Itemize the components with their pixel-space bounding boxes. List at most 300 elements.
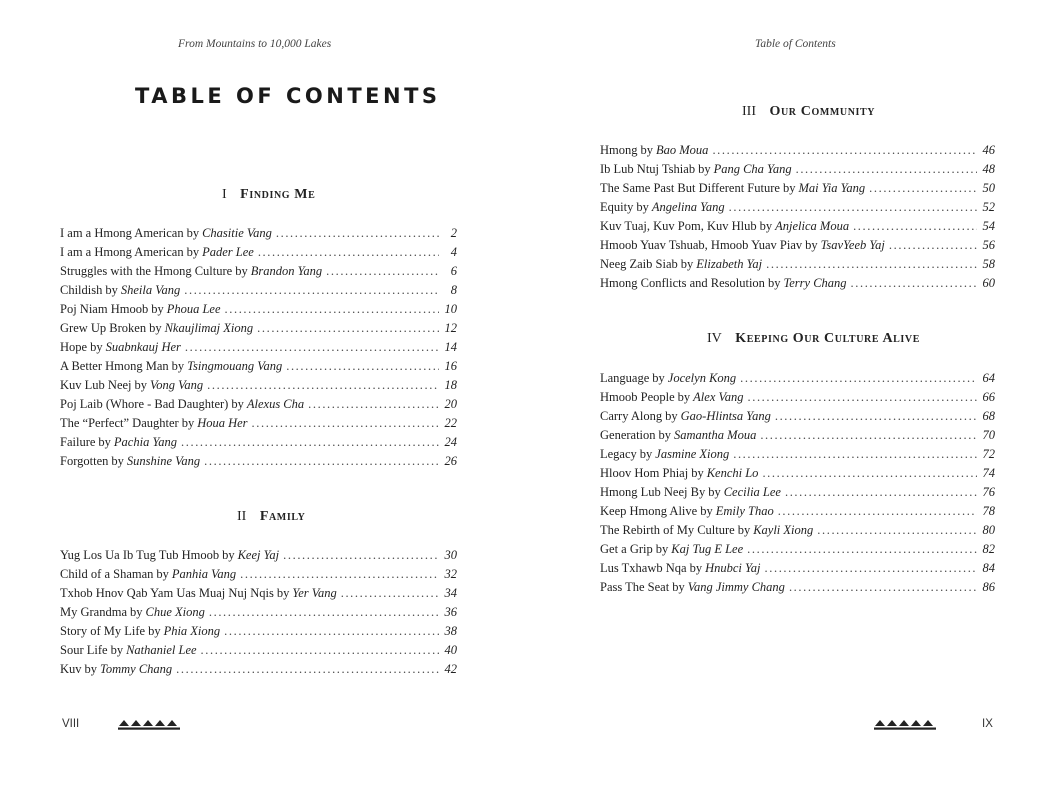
entry-author: Jasmine Xiong [655, 447, 730, 461]
toc-entry [600, 559, 995, 578]
toc-entry [60, 376, 457, 395]
by-word: by [655, 542, 669, 556]
entry-page-number: 6 [450, 264, 457, 278]
entry-title-text: Keep Hmong Alive [600, 504, 698, 518]
toc-entry [60, 565, 457, 584]
toc-entry-title [600, 521, 813, 540]
dot-leader [712, 141, 977, 160]
toc-entry-title [60, 243, 254, 262]
dot-leader [209, 603, 439, 622]
dot-leader [789, 578, 977, 597]
toc-entry-title [600, 540, 743, 559]
entry-title-text: Hmoob People [600, 390, 675, 404]
by-word: by [90, 340, 103, 354]
entry-page-number: 46 [982, 143, 995, 157]
toc-entry [600, 540, 995, 559]
by-word: by [98, 435, 111, 449]
entry-page-number: 78 [982, 504, 995, 518]
entry-page-number: 66 [982, 390, 995, 404]
entry-title-text: Hope [60, 340, 88, 354]
by-word: by [652, 371, 665, 385]
entry-page-number: 36 [444, 605, 457, 619]
toc-entry-title [60, 395, 304, 414]
entry-title-text: Grew Up Broken [60, 321, 147, 335]
section-name: Keeping Our Culture Alive [735, 331, 921, 346]
entry-title-text: The Same Past But Different Future [600, 181, 780, 195]
section-numeral: IV [707, 331, 722, 346]
toc-entry-title [60, 622, 220, 641]
entry-page-number: 80 [982, 523, 995, 537]
entry-author: Alexus Cha [246, 397, 305, 411]
entry-page-number: 68 [982, 409, 995, 423]
entry-author: Phia Xiong [163, 624, 221, 638]
toc-entry-title [600, 198, 725, 217]
entry-title-text: Neeg Zaib Siab [600, 257, 678, 271]
entry-page-number: 54 [982, 219, 995, 233]
section-name: Family [259, 509, 306, 524]
toc-entry [60, 622, 457, 641]
entry-title-text: Hmong Lub Neej By [600, 485, 706, 499]
by-word: by [658, 428, 672, 442]
running-head-left: From Mountains to 10,000 Lakes [178, 38, 332, 50]
entry-page-number: 74 [982, 466, 995, 480]
toc-entry-title [600, 502, 774, 521]
entry-page-number: 42 [444, 662, 457, 676]
entry-page-number: 82 [982, 542, 995, 556]
dot-leader [851, 274, 977, 293]
entry-title-text: Kuv Tuaj, Kuv Pom, Kuv Hlub [600, 219, 757, 233]
entry-page-number: 32 [444, 567, 457, 581]
by-word: by [134, 378, 148, 392]
entry-title-text: Hloov Hom Phiaj [600, 466, 689, 480]
entry-author: Alex Vang [693, 390, 744, 404]
by-word: by [130, 605, 143, 619]
entry-page-number: 58 [982, 257, 995, 271]
toc-entry-title [60, 262, 322, 281]
dot-leader [853, 217, 977, 236]
dot-leader [740, 369, 977, 388]
toc-entry-title [60, 300, 221, 319]
entry-page-number: 10 [444, 302, 457, 316]
toc-entry [600, 160, 995, 179]
entry-author: Kayli Xiong [753, 523, 814, 537]
entry-page-number: 34 [444, 586, 457, 600]
toc-entry [60, 546, 457, 565]
dot-leader [181, 433, 439, 452]
toc-entry-title [60, 584, 337, 603]
toc-entry [60, 641, 457, 660]
toc-entry [60, 319, 457, 338]
entry-page-number: 12 [444, 321, 457, 335]
entry-author: Kenchi Lo [706, 466, 759, 480]
entry-title-text: Poj Laib (Whore - Bad Daughter) [60, 397, 229, 411]
toc-entry-title [60, 281, 180, 300]
toc-entry [600, 521, 995, 540]
dot-leader [778, 502, 977, 521]
entry-title-text: Kuv [60, 662, 82, 676]
entry-page-number: 86 [982, 580, 995, 594]
entry-title-text: Struggles with the Hmong Culture [60, 264, 233, 278]
section-heading-finding-me [222, 187, 315, 203]
entry-page-number: 2 [450, 226, 457, 240]
entry-page-number: 22 [444, 416, 457, 430]
entry-title-text: Equity [600, 200, 634, 214]
entry-author: Terry Chang [783, 276, 847, 290]
entry-page-number: 72 [982, 447, 995, 461]
toc-entry [600, 445, 995, 464]
toc-entry [60, 452, 457, 471]
by-word: by [186, 245, 200, 259]
toc-list-finding-me [60, 224, 457, 471]
toc-entry [60, 243, 457, 262]
entry-author: Pachia Yang [113, 435, 178, 449]
entry-author: Nkaujlimaj Xiong [164, 321, 254, 335]
entry-author: Houa Her [197, 416, 248, 430]
entry-title-text: Hmong Conflicts and Resolution [600, 276, 765, 290]
entry-page-number: 64 [982, 371, 995, 385]
dot-leader [207, 376, 439, 395]
entry-author: Pang Cha Yang [713, 162, 792, 176]
dot-leader [765, 559, 977, 578]
toc-entry [60, 300, 457, 319]
entry-title-text: The “Perfect” Daughter [60, 416, 179, 430]
entry-title-text: Childish [60, 283, 103, 297]
by-word: by [700, 504, 713, 518]
by-word: by [149, 321, 162, 335]
toc-entry [600, 274, 995, 293]
toc-entry-title [60, 414, 248, 433]
dot-leader [762, 464, 977, 483]
by-word: by [805, 238, 818, 252]
dot-leader [240, 565, 439, 584]
entry-author: Brandon Yang [250, 264, 323, 278]
entry-author: Sunshine Vang [126, 454, 201, 468]
entry-author: Chue Xiong [145, 605, 205, 619]
toc-entry-title [600, 369, 736, 388]
toc-entry-title [600, 407, 771, 426]
entry-author: Panhia Vang [171, 567, 237, 581]
by-word: by [767, 276, 781, 290]
toc-entry [600, 198, 995, 217]
entry-title-text: Generation [600, 428, 656, 442]
dot-leader [869, 179, 977, 198]
by-word: by [698, 162, 711, 176]
dot-leader [729, 198, 977, 217]
toc-entry-title [60, 565, 236, 584]
toc-entry-title [600, 464, 758, 483]
entry-title-text: Legacy [600, 447, 637, 461]
entry-author: TsavYeeb Yaj [820, 238, 885, 252]
dot-leader [204, 452, 439, 471]
toc-entry [600, 464, 995, 483]
section-numeral: III [742, 104, 756, 119]
entry-title-text: Hmong [600, 143, 638, 157]
dot-leader [748, 388, 978, 407]
dot-leader [760, 426, 977, 445]
by-word: by [186, 226, 200, 240]
toc-entry [60, 584, 457, 603]
toc-entry [600, 179, 995, 198]
by-word: by [171, 359, 185, 373]
mountain-peaks-ornament-icon [874, 718, 936, 732]
by-word: by [222, 548, 235, 562]
toc-entry-title [60, 319, 253, 338]
entry-author: Bao Moua [656, 143, 709, 157]
section-name: Our Community [769, 104, 876, 119]
toc-entry-title [600, 236, 885, 255]
dot-leader [775, 407, 977, 426]
by-word: by [156, 567, 169, 581]
dot-leader [185, 338, 439, 357]
by-word: by [672, 580, 685, 594]
entry-title-text: Lus Txhawb Nqa [600, 561, 687, 575]
mountain-peaks-ornament-icon [118, 718, 180, 732]
toc-entry [600, 141, 995, 160]
entry-author: Gao-Hlintsa Yang [680, 409, 771, 423]
dot-leader [817, 521, 977, 540]
entry-page-number: 30 [444, 548, 457, 562]
entry-title-text: Kuv Lub Neej [60, 378, 132, 392]
dot-leader [326, 262, 439, 281]
toc-entry [60, 603, 457, 622]
page-number-right: IX [982, 718, 993, 730]
entry-title-text: A Better Hmong Man [60, 359, 169, 373]
entry-title-text: Language [600, 371, 650, 385]
toc-entry-title [60, 546, 279, 565]
entry-title-text: My Grandma [60, 605, 127, 619]
toc-entry [60, 433, 457, 452]
toc-entry [600, 426, 995, 445]
dot-leader [176, 660, 439, 679]
by-word: by [148, 624, 161, 638]
dot-leader [258, 243, 439, 262]
toc-entry [60, 414, 457, 433]
entry-page-number: 8 [450, 283, 457, 297]
entry-page-number: 76 [982, 485, 995, 499]
entry-title-text: Story of My Life [60, 624, 146, 638]
toc-entry-title [60, 603, 205, 622]
toc-entry-title [600, 426, 756, 445]
entry-author: Sheila Vang [120, 283, 181, 297]
toc-entry [600, 255, 995, 274]
by-word: by [689, 561, 703, 575]
toc-list-family [60, 546, 457, 679]
dot-leader [341, 584, 439, 603]
entry-author: Kaj Tug E Lee [671, 542, 744, 556]
toc-entry-title [600, 141, 708, 160]
dot-leader [747, 540, 977, 559]
entry-title-text: Sour Life [60, 643, 108, 657]
entry-title-text: Ib Lub Ntuj Tshiab [600, 162, 696, 176]
right-page [525, 0, 1051, 790]
dot-leader [286, 357, 439, 376]
toc-entry-title [600, 578, 785, 597]
by-word: by [665, 409, 678, 423]
toc-entry-title [60, 338, 181, 357]
section-name: Finding Me [240, 187, 316, 202]
entry-page-number: 16 [444, 359, 457, 373]
toc-entry-title [600, 559, 761, 578]
by-word: by [640, 143, 653, 157]
entry-title-text: I am a Hmong American [60, 245, 184, 259]
dot-leader [184, 281, 439, 300]
dot-leader [283, 546, 439, 565]
entry-page-number: 38 [444, 624, 457, 638]
toc-entry [60, 262, 457, 281]
entry-title-text: Hmoob Yuav Tshuab, Hmoob Yuav Piav [600, 238, 803, 252]
toc-entry [60, 338, 457, 357]
entry-title-text: Yug Los Ua Ib Tug Tub Hmoob [60, 548, 220, 562]
toc-entry [600, 217, 995, 236]
by-word: by [737, 523, 751, 537]
entry-page-number: 40 [444, 643, 457, 657]
toc-entry-title [60, 641, 197, 660]
running-head-right: Table of Contents [755, 38, 836, 50]
entry-title-text: I am a Hmong American [60, 226, 184, 240]
by-word: by [636, 200, 649, 214]
toc-entry-title [60, 357, 282, 376]
entry-page-number: 24 [444, 435, 457, 449]
toc-entry [600, 388, 995, 407]
toc-entry [600, 407, 995, 426]
dot-leader [276, 224, 439, 243]
entry-author: Keej Yaj [237, 548, 280, 562]
toc-entry-title [600, 160, 792, 179]
toc-entry-title [60, 224, 272, 243]
dot-leader [225, 300, 439, 319]
entry-title-text: Poj Niam Hmoob [60, 302, 149, 316]
section-heading-keeping-our-culture-alive [707, 331, 920, 347]
entry-author: Samantha Moua [674, 428, 757, 442]
toc-entry [600, 369, 995, 388]
entry-author: Elizabeth Yaj [696, 257, 763, 271]
dot-leader [796, 160, 977, 179]
entry-author: Anjelica Moua [775, 219, 850, 233]
entry-title-text: Carry Along [600, 409, 663, 423]
dot-leader [785, 483, 977, 502]
by-word: by [782, 181, 796, 195]
dot-leader [257, 319, 439, 338]
toc-entry [600, 578, 995, 597]
toc-entry-title [600, 388, 744, 407]
by-word: by [276, 586, 290, 600]
toc-entry [600, 502, 995, 521]
toc-entry-title [600, 274, 847, 293]
entry-title-text: Pass The Seat [600, 580, 670, 594]
toc-entry [600, 483, 995, 502]
section-heading-family [237, 509, 306, 525]
dot-leader [308, 395, 439, 414]
dot-leader [224, 622, 439, 641]
entry-author: Emily Thao [715, 504, 774, 518]
page-number-left: VIII [62, 718, 80, 730]
entry-page-number: 48 [982, 162, 995, 176]
entry-page-number: 50 [982, 181, 995, 195]
section-numeral: II [237, 509, 247, 524]
entry-author: Nathaniel Lee [126, 643, 197, 657]
section-numeral: I [222, 187, 227, 202]
entry-page-number: 14 [444, 340, 457, 354]
by-word: by [691, 466, 704, 480]
by-word: by [151, 302, 164, 316]
by-word: by [111, 454, 124, 468]
entry-author: Mai Yia Yang [798, 181, 866, 195]
entry-page-number: 52 [982, 200, 995, 214]
by-word: by [231, 397, 244, 411]
entry-page-number: 60 [982, 276, 995, 290]
toc-entry-title [600, 179, 865, 198]
dot-leader [252, 414, 439, 433]
toc-entry [60, 224, 457, 243]
by-word: by [105, 283, 118, 297]
entry-author: Angelina Yang [651, 200, 725, 214]
entry-author: Cecilia Lee [723, 485, 781, 499]
entry-author: Chasitie Vang [202, 226, 272, 240]
page-title: TABLE OF CONTENTS [135, 84, 441, 108]
entry-title-text: Failure [60, 435, 96, 449]
entry-author: Pader Lee [202, 245, 254, 259]
toc-list-our-community [600, 141, 995, 293]
dot-leader [766, 255, 977, 274]
dot-leader [201, 641, 439, 660]
toc-entry-title [600, 255, 762, 274]
toc-entry-title [600, 217, 849, 236]
toc-entry-title [600, 445, 729, 464]
by-word: by [680, 257, 694, 271]
dot-leader [733, 445, 977, 464]
entry-page-number: 70 [982, 428, 995, 442]
entry-author: Vang Jimmy Chang [687, 580, 785, 594]
by-word: by [181, 416, 195, 430]
toc-entry [60, 357, 457, 376]
entry-author: Tsingmouang Vang [187, 359, 283, 373]
by-word: by [235, 264, 248, 278]
left-page [0, 0, 525, 790]
entry-title-text: Txhob Hnov Qab Yam Uas Muaj Nuj Nqis [60, 586, 274, 600]
toc-entry [600, 236, 995, 255]
entry-author: Vong Vang [150, 378, 204, 392]
by-word: by [84, 662, 98, 676]
by-word: by [639, 447, 653, 461]
entry-page-number: 18 [444, 378, 457, 392]
section-heading-our-community [742, 104, 875, 120]
entry-title-text: Get a Grip [600, 542, 653, 556]
toc-entry-title [600, 483, 781, 502]
entry-author: Hnubci Yaj [705, 561, 761, 575]
toc-entry-title [60, 660, 172, 679]
entry-author: Phoua Lee [166, 302, 221, 316]
entry-title-text: The Rebirth of My Culture [600, 523, 735, 537]
toc-entry [60, 281, 457, 300]
entry-title-text: Forgotten [60, 454, 109, 468]
entry-title-text: Child of a Shaman [60, 567, 154, 581]
by-word: by [677, 390, 691, 404]
entry-author: Yer Vang [292, 586, 337, 600]
toc-entry [60, 395, 457, 414]
entry-page-number: 84 [982, 561, 995, 575]
toc-entry-title [60, 433, 177, 452]
entry-author: Tommy Chang [100, 662, 173, 676]
toc-entry-title [60, 376, 203, 395]
toc-entry-title [60, 452, 200, 471]
entry-page-number: 56 [982, 238, 995, 252]
dot-leader [889, 236, 977, 255]
entry-author: Suabnkauj Her [105, 340, 181, 354]
entry-page-number: 26 [444, 454, 457, 468]
entry-author: Jocelyn Kong [667, 371, 737, 385]
toc-list-keeping-our-culture-alive [600, 369, 995, 597]
by-word: by [110, 643, 124, 657]
